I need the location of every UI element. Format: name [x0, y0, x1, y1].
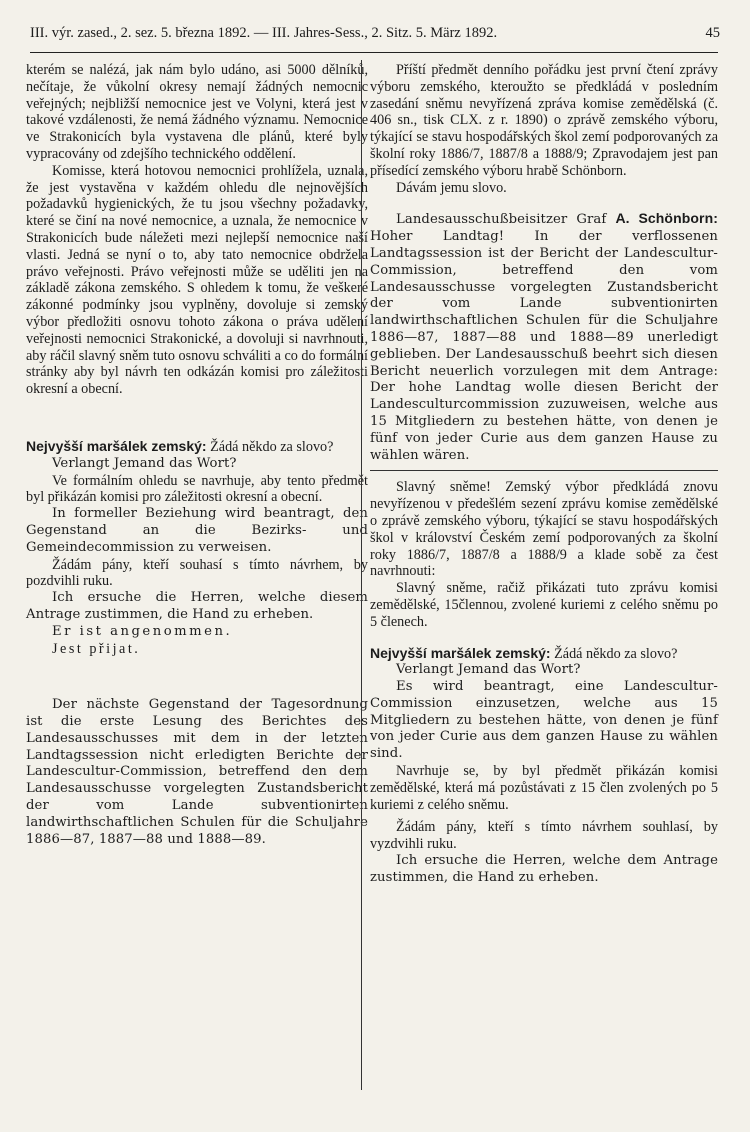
paragraph: Dávám jemu slovo.	[396, 179, 507, 196]
paragraph: Navrhuje se, by byl předmět přikázán komisi zemědělské, která má pozůstávati z 15 člen zvolených po 5 kuriemi z celého sněmu.	[370, 763, 718, 813]
speaker-title: Landesausschußbeisitzer Graf	[396, 212, 607, 228]
paragraph: kterém se nalézá, jak nám bylo udáno, asi 5000 dělníků, nečítaje, že vůkolní okresy nemají žádných nemocnic veřejných; nejbližší nemocnice jest ve Volyni, která jest v takové vzdálenosti, že nemá žádného významu. Nemocnice ve Strakonicích byla vystavena dle plánů, které byly vypracovány od zdejšího technického oddělení.	[26, 62, 368, 162]
running-header	[30, 20, 720, 46]
speaker-paragraph	[370, 210, 718, 464]
speaker-name: Nejvyšší maršálek zemský:	[370, 644, 551, 661]
header-rule	[30, 52, 718, 53]
paragraph: Slavný sněme, račiž přikázati tuto zprávu komisi zemědělské, 15člennou, zvolené kuriemi z celého sněmu po 5 členech.	[370, 580, 718, 630]
speaker-name: A. Schönborn:	[615, 210, 718, 227]
paragraph: Žádám pány, kteří s tímto návrhem souhlasí, by vyzdvihli ruku.	[370, 819, 718, 853]
column-divider	[361, 60, 362, 1090]
right-column	[370, 62, 718, 887]
paragraph-german: Verlangt Jemand das Wort?	[396, 662, 581, 678]
paragraph: Žádám pány, kteří souhasí s tímto návrhem, by pozdvihli ruku.	[26, 556, 368, 590]
speaker-paragraph	[26, 438, 368, 456]
left-column	[26, 62, 368, 848]
paragraph: Ve formálním ohledu se navrhuje, aby tento předmět byl přikázán komisi pro záležitosti okresní a obecní.	[26, 472, 368, 506]
paragraph-german: Der nächste Gegenstand der Tagesordnung ist die erste Lesung des Berichtes des Landesausschusses mit dem in der letzten Landtagssession nicht erledigten Berichte der Landescultur-Commission, betreffend den dem Landesausschusse vorgelegten Zustandsbericht der vom Lande subventionirten landwirthschaftlichen Schulen für die Schuljahre 1886—87, 1887—88 und 1888—89.	[26, 697, 368, 847]
paragraph-german: Ich ersuche die Herren, welche diesem Antrage zustimmen, die Hand zu erheben.	[26, 590, 368, 622]
speech-text: Žádá někdo za slovo?	[550, 645, 678, 662]
paragraph-german: Ich ersuche die Herren, welche dem Antrage zustimmen, die Hand zu erheben.	[370, 853, 718, 885]
paragraph: Komisse, která hotovou nemocnici prohlížela, uznala, že jest vystavěna v každém ohledu dle nejnovějších požadavků hygienických, že tu jsou všechny požadavky, které se činí na nové nemocnice, a uznala, že nemocnice v Strakonicích bude náležeti mezi nejlepší nemocnice naší vlasti. Jedná se nyní o to, aby tato nemocnice obdržela právo veřejnosti. Právo veřejnosti může se uděliti jen na základě zákona zemského. S ohledem k tomu, že veškeré zákonné podmínky jsou vyplněny, dovoluje si zemský výbor předložiti osnovu tohoto zákona o práva udělení veřejnosti nemocnici Strakonické, a dovoluji si navrhnouti, aby ráčil slavný sněm tuto osnovu schváliti a co do formální stránky aby byl návrh ten odkázán komisi pro záležitosti okresní a obecní.	[26, 162, 369, 398]
speaker-paragraph	[370, 645, 718, 663]
paragraph-german: Er ist angenommen.	[52, 623, 233, 639]
paragraph-german: Es wird beantragt, eine Landescultur-Commission einzusetzen, welche aus 15 Mitgliedern zu bestehen hätte, von denen je fünf von jeder Curie aus dem ganzen Hause zu wählen sind.	[370, 679, 718, 762]
paragraph: Jest přijat.	[52, 640, 141, 657]
paragraph: Příští předmět denního pořádku jest první čtení zprávy výboru zemského, kteroužto se předkládá v posledním zasedání sněmu nevyřízená zpráva komise zemědělská (č. 406 sn., tisk CLX. z r. 1890) o zprávě zemského výboru, týkající se stavu hospodářských škol zemí podporovaných za školní roky 1886/7, 1887/8 a 1888/9; Zpravodajem jest pan přísedící zemského výboru hrabě Schönborn.	[370, 62, 718, 179]
paragraph-german: In formeller Beziehung wird beantragt, den Gegenstand an die Bezirks- und Gemeindecommission zu verweisen.	[26, 506, 368, 555]
speaker-name: Nejvyšší maršálek zemský:	[26, 437, 207, 454]
header-title: III. výr. zased., 2. sez. 5. března 1892. — III. Jahres-Sess., 2. Sitz. 5. März 1892.	[30, 24, 498, 41]
page-number: 45	[705, 24, 720, 41]
section-separator	[370, 470, 718, 471]
paragraph: Slavný sněme! Zemský výbor předkládá znovu nevyřízenou v předešlém sezení zprávu komise zemědělské o zprávě zemského výboru, týkající se stavu hospodářských škol v království Českém zemí podporovaných za školní roky 1886/7, 1887/8 a 1888/9 a klade sobě za čest navrhnouti:	[370, 479, 718, 580]
speech-text: Hoher Landtag! In der verflossenen Landtagssession ist der Bericht der Landescultur-Commission, betreffend den vom Landesausschusse vorgelegten Zustandsbericht der vom Lande subventionirten landwirthschaftlichen Schulen für die Schuljahre 1886—87, 1887—88 und 1888—89 unerledigt geblieben. Der Landesausschuß beehrt sich diesen Bericht neuerlich vorzulegen mit dem Antrage: Der hohe Landtag wolle diesen Bericht der Landesculturcommission zuzuweisen, welche aus 15 Mitgliedern zu bestehen hätte, von denen je fünf von jeder Curie aus dem ganzen Hause zu wählen wären.	[370, 229, 718, 463]
paragraph-german: Verlangt Jemand das Wort?	[52, 455, 237, 471]
speech-text: Žádá někdo za slovo?	[206, 438, 334, 455]
